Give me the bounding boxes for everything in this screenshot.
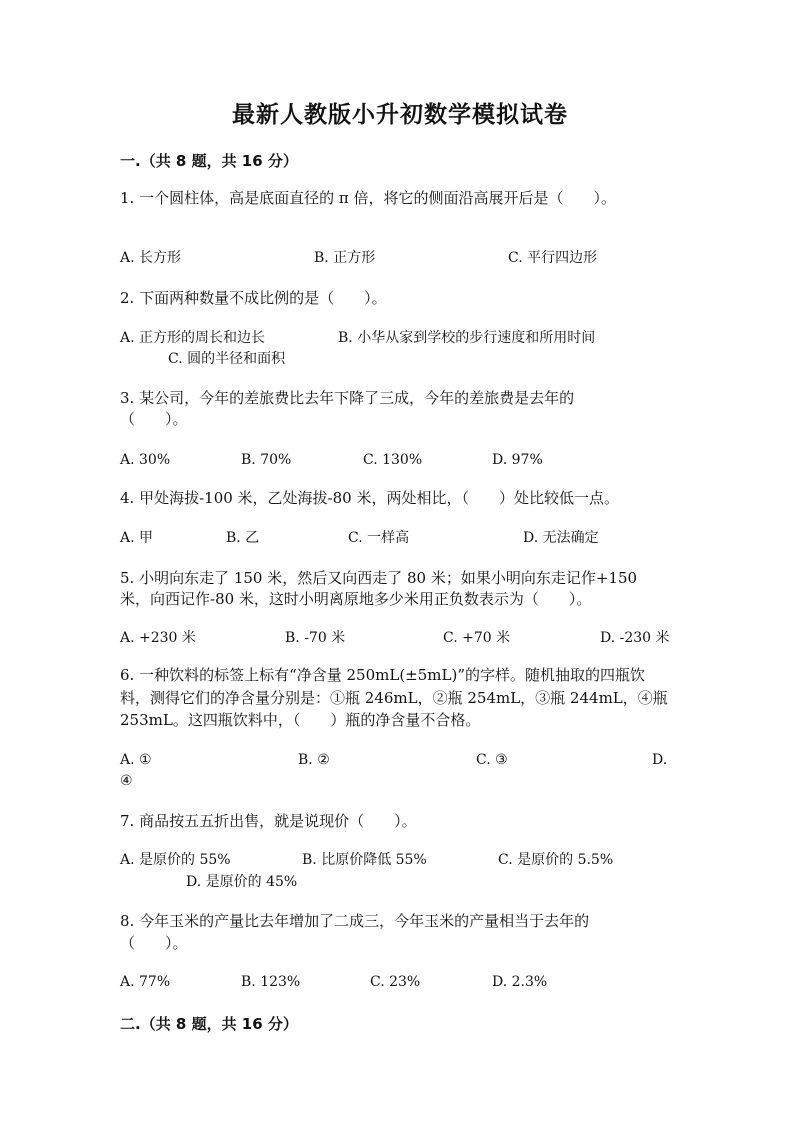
option-b: B. 正方形: [314, 250, 376, 266]
option-a: A. 30%: [120, 452, 171, 468]
option-b: B. 比原价降低 55%: [302, 852, 427, 868]
option-a: A. 是原价的 55%: [120, 852, 231, 868]
option-c: C. 130%: [363, 452, 423, 468]
question-text: 2. 下面两种数量不成比例的是（ ）。: [120, 289, 387, 307]
option-c: C. 是原价的 5.5%: [498, 852, 614, 868]
option-c: C. 圆的半径和面积: [168, 351, 286, 367]
section-header-2: 二.（共 8 题，共 16 分）: [120, 1015, 298, 1033]
question-text: 7. 商品按五五折出售，就是说现价（ ）。: [120, 812, 417, 830]
option-b: B. 小华从家到学校的步行速度和所用时间: [338, 330, 596, 346]
question-text-continued: 料，测得它们的净含量分别是：①瓶 246mL，②瓶 254mL，③瓶 244mL，④瓶: [120, 689, 668, 707]
question-text-continued: 米，向西记作-80 米，这时小明离原地多少米用正负数表示为（ ）。: [120, 590, 592, 608]
option-a: A. 正方形的周长和边长: [120, 330, 266, 346]
option-d: D. -230 米: [600, 630, 670, 646]
question-text: 6. 一种饮料的标签上标有“净含量 250mL(±5mL)”的字样。随机抽取的四瓶饮: [120, 666, 646, 684]
option-d: D. 是原价的 45%: [186, 874, 298, 890]
option-d: D. 2.3%: [492, 974, 548, 990]
question-text: 1. 一个圆柱体，高是底面直径的 π 倍，将它的侧面沿高展开后是（ ）。: [120, 189, 616, 207]
question-text-continued: （ ）。: [120, 934, 188, 952]
section-header-1: 一.（共 8 题，共 16 分）: [120, 152, 298, 170]
option-b: B. -70 米: [285, 630, 346, 646]
option-a: A. ①: [120, 752, 152, 768]
option-a: A. 长方形: [120, 250, 182, 266]
question-text: 3. 某公司，今年的差旅费比去年下降了三成，今年的差旅费是去年的: [120, 389, 575, 407]
option-d-continued: ④: [120, 773, 133, 789]
option-b: B. 70%: [241, 452, 292, 468]
option-c: C. 一样高: [348, 530, 410, 546]
option-b: B. ②: [298, 752, 330, 768]
option-c: C. ③: [476, 752, 508, 768]
question-text-continued: 253mL。这四瓶饮料中，（ ）瓶的净含量不合格。: [120, 711, 481, 729]
option-b: B. 123%: [241, 974, 301, 990]
option-d: D. 无法确定: [523, 530, 599, 546]
option-c: C. 平行四边形: [508, 250, 598, 266]
option-b: B. 乙: [226, 530, 260, 546]
question-text: 8. 今年玉米的产量比去年增加了二成三，今年玉米的产量相当于去年的: [120, 912, 590, 930]
question-text: 4. 甲处海拔-100 米，乙处海拔-80 米，两处相比，（ ）处比较低一点。: [120, 489, 619, 507]
option-d: D.: [652, 752, 668, 768]
question-text: 5. 小明向东走了 150 米，然后又向西走了 80 米；如果小明向东走记作+150: [120, 569, 638, 587]
option-c: C. +70 米: [443, 630, 511, 646]
option-a: A. +230 米: [120, 630, 196, 646]
option-a: A. 77%: [120, 974, 171, 990]
option-d: D. 97%: [492, 452, 543, 468]
option-c: C. 23%: [370, 974, 421, 990]
page-title: 最新人教版小升初数学模拟试卷: [232, 101, 568, 128]
question-text-continued: （ ）。: [120, 410, 188, 428]
option-a: A. 甲: [120, 530, 154, 546]
